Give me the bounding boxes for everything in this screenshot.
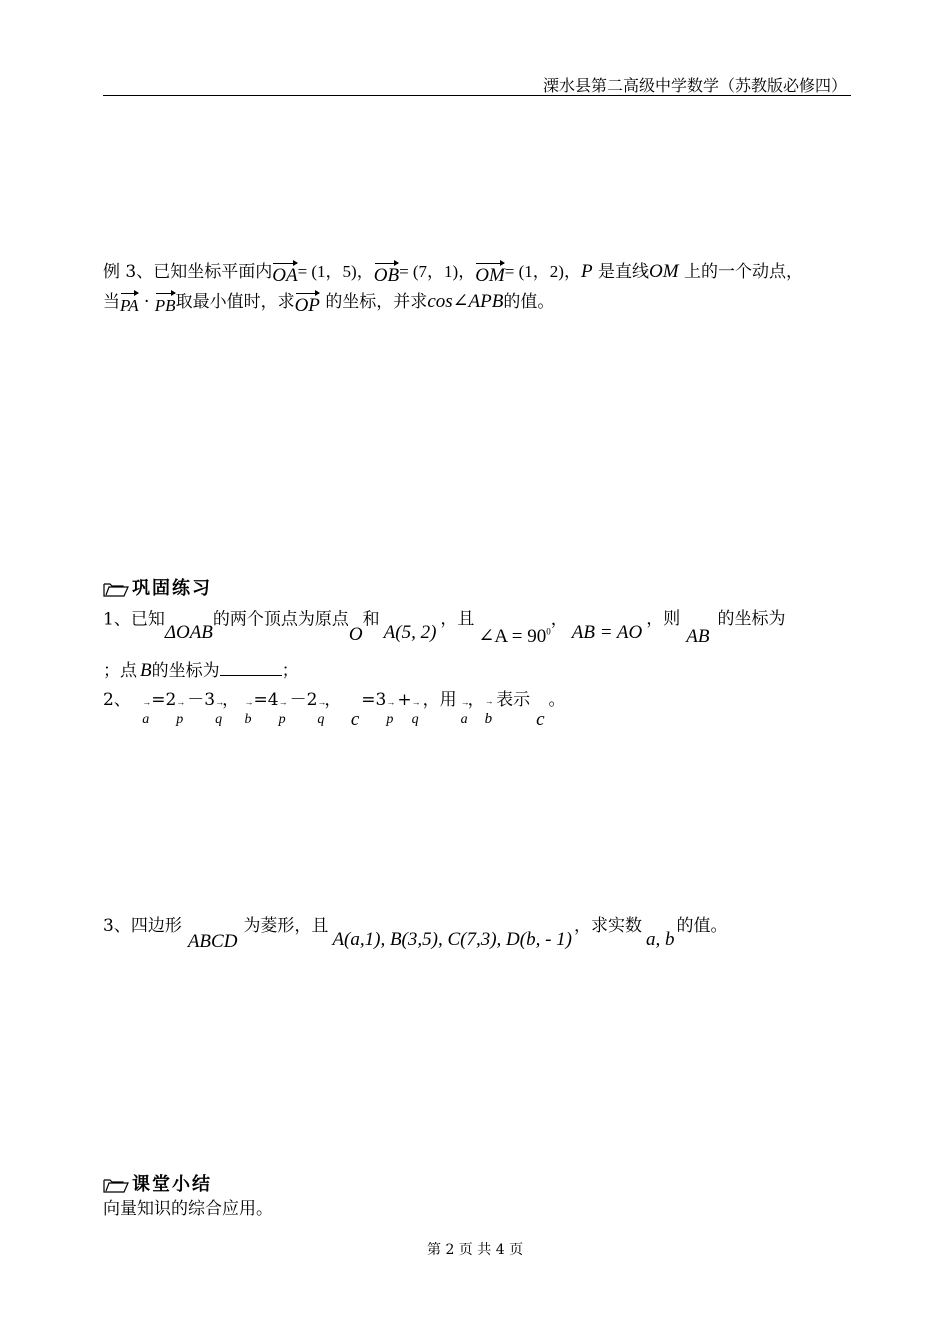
q2-represent: 表示 [496,690,531,710]
q2-sep1: ， [222,690,240,710]
q2-sep3: ，用 [422,690,457,710]
shape-abcd: ABCD [187,931,238,952]
q1-text4: ，则 [646,609,681,630]
q1-comma: ， [550,609,568,630]
q2-eq2: =4 [253,690,279,710]
vec-a2: → a [460,697,470,727]
question1-line2 [103,660,299,681]
q1-prefix: 1、已知 [103,609,165,630]
q2-plus3: + [397,690,412,710]
vec-q3: → q [411,697,421,727]
summary-text: 向量知识的综合应用。 [103,1199,273,1219]
q1-text2: 和 [362,609,380,630]
question3 [103,916,728,952]
points-abcd: A(a,1), B(3,5), C(7,3), D(b, - 1) [332,929,572,950]
vec-c: c [350,709,360,730]
q2-prefix: 2、 [103,690,131,710]
q1-text3: ，且 [440,609,475,630]
dot-operator: · [143,292,150,312]
q2-sep2: ， [324,690,342,710]
q3-text1: 为菱形，且 [243,916,329,936]
q1-text5: 的坐标为 [717,609,786,630]
origin-o: O [348,624,363,646]
summary-section-title [103,1170,212,1196]
folder-icon [103,581,129,597]
footer-page-number: 第 2 页 共 4 页 [427,1242,524,1258]
vec-p3: → p [386,697,396,727]
q2-sep4: ， [467,690,485,710]
p-variable: P [580,261,593,282]
angle-a: ∠A = $90^0$ [478,626,551,648]
q2-end: 。 [548,690,566,710]
q1-line2-prefix: ；点 [103,661,137,681]
question1-line1 [103,604,786,648]
answer-blank[interactable] [220,660,282,676]
vec-b: → b [244,697,254,727]
vec-p2: → p [278,697,288,727]
oa-value: = (1，5)， [297,262,374,281]
vector-pb: PB [154,296,176,315]
q3-text2: ，求实数 [574,916,642,936]
ab-equals-ao: AB = AO [571,622,643,644]
example3-coord-text: 的坐标，并求 [325,292,428,312]
summary-title-text: 课堂小结 [132,1174,212,1195]
vector-om: OM [475,265,505,286]
point-a: A(5, 2) [383,622,437,644]
example3-min-text: 取最小值时，求 [175,292,295,312]
practice-title-text: 巩固练习 [132,578,212,599]
cos-expression: cos∠APB [427,291,504,312]
vec-b2: → b [484,696,494,727]
triangle-oab: ΔOAB [164,622,213,644]
vector-oa: OA [272,265,298,286]
folder-icon [103,1177,129,1193]
vec-c2: c [536,709,545,730]
vec-q1: → q [215,697,225,727]
q1-line2-end: ； [281,661,299,681]
header-title: 溧水县第二高级中学数学（苏教版必修四） [543,76,848,95]
q2-eq1: =2 [151,690,177,710]
q3-prefix: 3、四边形 [103,916,182,936]
ob-value: = (7，1)， [399,262,476,281]
q3-text3: 的值。 [676,916,728,936]
vec-p1: → p [176,697,186,727]
q2-minus2: －2 [289,690,318,710]
example3-mid: 是直线 [597,262,649,282]
practice-section-title [103,574,212,600]
point-b: B [140,660,152,681]
vector-ob: OB [373,265,400,286]
vector-pa: PA [120,296,139,315]
vars-ab: a, b [646,929,675,950]
vec-a: → a [142,697,152,727]
example3-end: 的值。 [503,292,555,312]
vec-q2: → q [317,697,327,727]
example3-prefix: 例 3、已知坐标平面内 [103,262,273,282]
header-rule [103,95,851,96]
example3-line1 [103,261,803,286]
vector-op: OP [294,295,320,316]
q2-minus1: －3 [187,690,216,710]
line-om: OM [648,261,679,282]
example3-when: 当 [103,292,120,312]
om-value: = (1，2)， [504,262,581,281]
q1-line2-text: 的坐标为 [151,661,220,681]
q2-eq3: =3 [361,690,387,710]
example3-suffix: 上的一个动点， [683,262,803,282]
vector-ab: AB [686,626,710,648]
q1-text1: 的两个顶点为原点 [212,609,349,630]
example3-line2 [103,291,555,316]
question2 [103,690,566,730]
